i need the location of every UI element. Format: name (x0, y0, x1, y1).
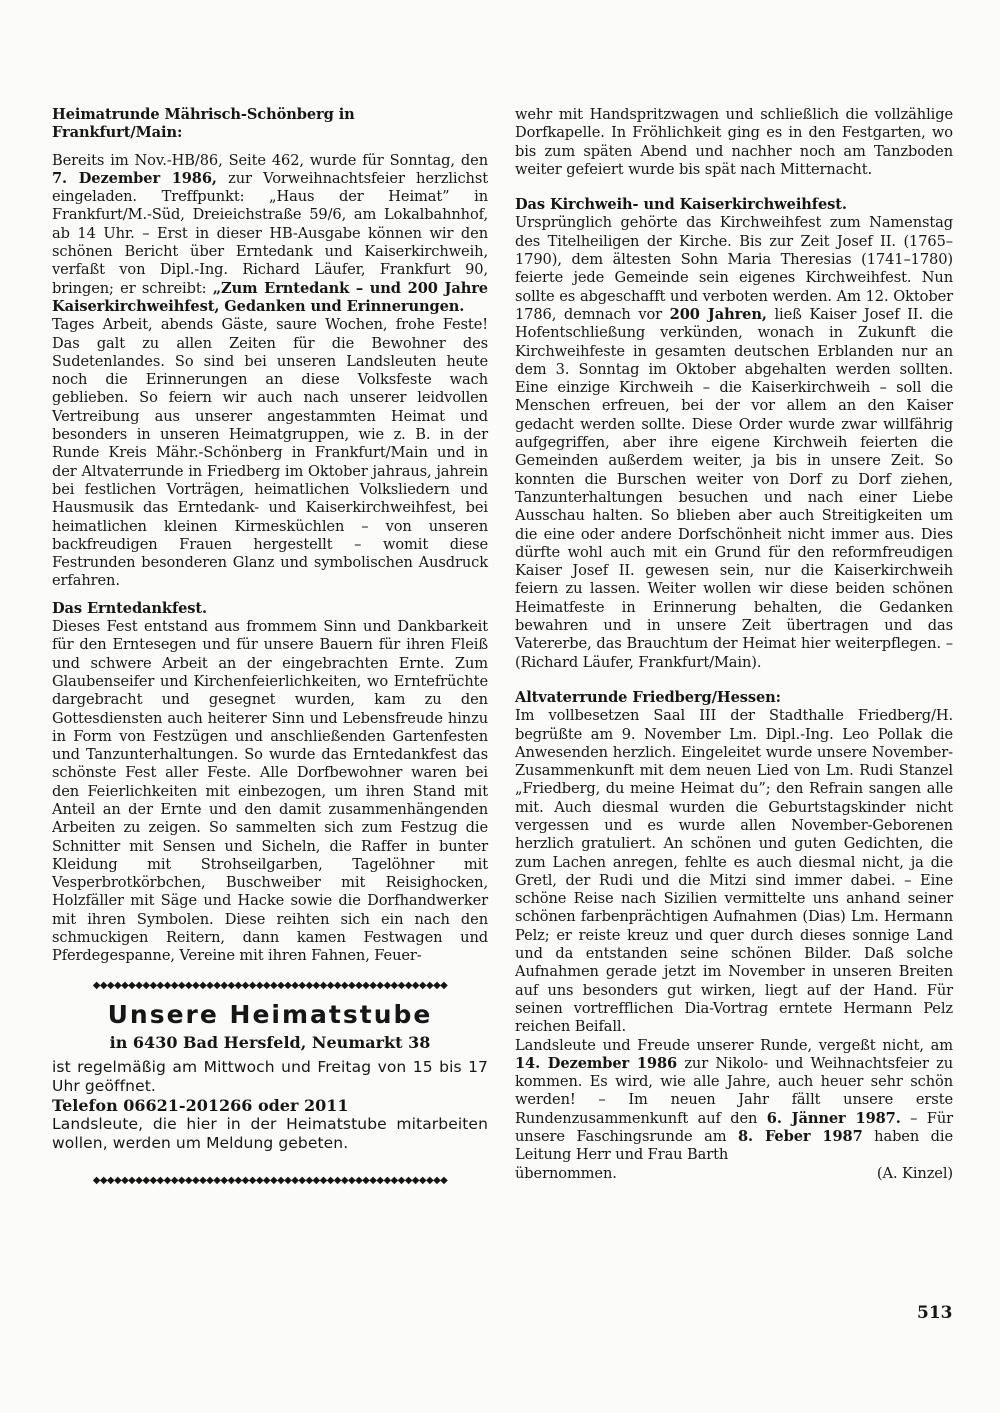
right-column (515, 106, 953, 1183)
text-run: zur Vorweihnachtsfeier herzlichst eingeladen. Treffpunkt: „Haus der Heimat” in Frankfurt/M.-Süd, Dreieichstraße 59/6, am Lokalbahnhof, ab 14 Uhr. – Erst in dieser HB-Ausgabe können wir den schönen Bericht über Erntedank und Kaiserkirchweih, verfaßt von Dipl.-Ing. Richard Läufer, Frankfurt 90, bringen; er schreibt: (52, 169, 489, 297)
heimatstube-address: in 6430 Bad Hersfeld, Neumarkt 38 (109, 1032, 431, 1052)
text-run: übernommen. (515, 1164, 617, 1182)
heimatstube-hours: ist regelmäßig am Mittwoch und Freitag von 15 bis 17 Uhr geöffnet. (52, 1057, 488, 1095)
paragraph-altvaterrunde: Im vollbesetzen Saal III der Stadthalle Friedberg/H. begrüßte am 9. November Lm. Dipl.-Ing. Leo Pollak die Anwesenden herzlich. Eingeleitet wurde unsere November-Zusammenkunft mit dem neuen Lied von Lm. Rudi Stanzel „Friedberg, du meine Heimat du”; den Refrain sangen alle mit. Auch diesmal wurden die Geburtstagskinder nicht vergessen und es wurde allen November-Geborenen herzlich gratuliert. An schönen und guten Gedichten, die zum Lachen anregen, fehlte es auch diesmal nicht, ja die Gretl, der Rudi und die Mitzi sind immer dabei. – Eine schöne Reise nach Sizilien vermittelte uns anhand seiner schönen farbenprächtigen Aufnahmen (Dias) Lm. Hermann Pelz; er reiste kreuz und quer durch dieses sonnige Land und da entstanden seine schönen Bilder. Daß solche Aufnahmen gerade jetzt im November in unseren Breiten auf uns besonders gut wirken, liegt auf der Hand. Für seinen vortrefflichen Dia-Vortrag erntete Hermann Pelz reichen Beifall. (515, 707, 953, 1036)
heading-kirchweih: Das Kirchweih- und Kaiserkirchweihfest. (515, 196, 847, 214)
bold-date: 6. Jänner 1987. (766, 1109, 901, 1127)
heading-heimatrunde: Heimatrunde Mährisch-Schönberg in Frankfurt/Main: (52, 106, 355, 142)
paragraph-festzug-end: wehr mit Handspritzwagen und schließlich die vollzählige Dorfkapelle. In Fröhlichkeit ging es in den Festgarten, wo bis zum späten Abend und nachher noch am Tanzboden weiter gefeiert wurde bis spät nach Mitternacht. (515, 106, 953, 178)
diamond-rule-bottom: ◆◆◆◆◆◆◆◆◆◆◆◆◆◆◆◆◆◆◆◆◆◆◆◆◆◆◆◆◆◆◆◆◆◆◆◆◆◆◆◆◆◆◆◆◆◆◆◆◆◆ (92, 1174, 448, 1186)
text-run: zur Nikolo- und Weihnachtsfeier zu kommen. Es wird, wie alle Jahre, auch heuer sehr schön werden! – Im neuen Jahr fällt unsere erste Rundenzusammenkunft auf den (515, 1054, 953, 1127)
heimatstube-phone: Telefon 06621-201266 oder 2011 (52, 1095, 349, 1115)
diamond-rule-top: ◆◆◆◆◆◆◆◆◆◆◆◆◆◆◆◆◆◆◆◆◆◆◆◆◆◆◆◆◆◆◆◆◆◆◆◆◆◆◆◆◆◆◆◆◆◆◆◆◆◆ (92, 979, 448, 991)
text-run: – Für unsere Faschingsrunde am (515, 1109, 953, 1146)
signature: (A. Kinzel) (876, 1164, 953, 1182)
bold-date: 8. Feber 1987 (737, 1128, 863, 1146)
bold-date: 7. Dezember 1986, (52, 169, 217, 187)
heading-erntedankfest: Das Erntedankfest. (52, 599, 208, 617)
left-column (52, 106, 488, 1195)
text-run: Ursprünglich gehörte das Kirchweihfest zum Namenstag des Titelheiligen der Kirche. Bis zur Zeit Josef II. (1765–1790), dem ältesten Sohn Maria Theresias (1741–1780) feierte jede Gemeinde sein eigenes Kirchweihfest. Nun sollte es abgeschafft und verboten werden. Am 12. Oktober 1786, demnach vor (515, 214, 953, 323)
bold-years: 200 Jahren, (669, 305, 767, 323)
text-run: haben die Leitung Herr und Frau Barth (515, 1128, 953, 1164)
paragraph-einladung (515, 1037, 953, 1165)
paragraph-erntedank: Dieses Fest entstand aus frommem Sinn und Dankbarkeit für den Erntesegen und für unsere Bauern für ihren Fleiß und schwere Arbeit an der eingebrachten Ernte. Zum Glaubenseifer und Kirchenfeierlichkeiten, wo Erntefrüchte dargebracht und gesegnet wurden, kam zu den Gottesdiensten auch heiterer Sinn und Lebensfreude hinzu in Form von Festzügen und anschließenden Gartenfesten und Tanzunterhaltungen. So wurde das Erntedankfest das schönste Fest aller Feste. Alle Dorfbewohner waren bei den Feierlichkeiten mit einbezogen, um ihren Stand mit Anteil an der Ernte und den damit zusammenhängenden Arbeiten zu zeigen. So sammelten sich zum Festzug die Schnitter mit Sensen und Sicheln, die Raffer in bunter Kleidung mit Strohseilgarben, Tagelöhner mit Vesperbrotkörbchen, Buschweiber mit Reisighocken, Holzfäller mit Säge und Hacke sowie die Dorfhandwerker mit ihren Symbolen. Diese reihten sich ein nach den schmuckigen Reitern, dann kamen Festwagen und Pferdegespanne, Vereine mit ihren Fahnen, Feuer- (52, 618, 488, 965)
paragraph-intro (52, 152, 488, 317)
text-run: Landsleute und Freude unserer Runde, vergeßt nicht, am (515, 1036, 953, 1054)
text-run: ließ Kaiser Josef II. die Hofentschließung verkünden, wonach in Zukunft die Kirchweihfeste in gesamten deutschen Erblanden nur an dem 3. Sonntag im Oktober abgehalten werden sollten. Eine einzige Kirchweih – die Kaiserkirchweih – soll die Menschen erfreuen, bei der vor allem an den Kaiser gedacht werden sollte. Diese Order wurde zwar willfährig aufgegriffen, aber ihre eigene Kirchweih feierten die Gemeinden außerdem weiter, ja bis in unsere Zeit. So konnten die Burschen weiter von Dorf zu Dorf ziehen, Tanzunterhaltungen besuchen und nach einer Liebe Ausschau halten. So blieben aber auch Streitigkeiten um die eine oder andere Dorfschönheit nicht immer aus. Dies dürfte wohl auch mit ein Grund für den reformfreudigen Kaiser Josef II. gewesen sein, nur die Kaiserkirchweih feiern zu lassen. Weiter wollen wir diese beiden schönen Heimatfeste in Erinnerung behalten, die Gedanken bewahren und in unsere Zeit übertragen und das Vatererbe, das Brauchtum der Heimat hier weiterpflegen. – (Richard Läufer, Frankfurt/Main). (515, 305, 953, 671)
page-number: 513 (917, 1303, 953, 1323)
text-run: Bereits im Nov.-HB/86, Seite 462, wurde für Sonntag, den (52, 151, 488, 169)
paragraph-kirchweih (515, 214, 953, 671)
heading-altvaterrunde: Altvaterrunde Friedberg/Hessen: (515, 688, 781, 706)
bold-title: „Zum Erntedank – und 200 Jahre Kaiserkirchweihfest, Gedanken und Erinnerungen. (52, 279, 488, 315)
heimatstube-title: Unsere Heimatstube (107, 999, 433, 1029)
heimatstube-call: Landsleute, die hier in der Heimatstube mitarbeiten wollen, werden um Meldung gebeten. (52, 1114, 488, 1152)
paragraph-feste: Tages Arbeit, abends Gäste, saure Wochen, frohe Feste! Das galt zu allen Zeiten für die Bewohner des Sudetenlandes. So sind bei unseren Landsleuten heute noch die Erinnerungen an diese Volksfeste wach geblieben. So feiern wir auch nach unserer leidvollen Vertreibung aus unserer angestammten Heimat und besonders in unseren Heimatgruppen, wie z. B. in der Runde Kreis Mähr.-Schönberg in Frankfurt/Main und in der Altvaterrunde in Friedberg im Oktober jahraus, jahrein bei festlichen Vorträgen, heimatlichen Volksliedern und Hausmusik das Erntedank- und Kaiserkirchweihfest, bei heimatlichen kleinen Kirmesküchlen – von unseren backfreudigen Frauen hergestellt – womit diese Festrunden besonderen Glanz und symbolischen Ausdruck erfahren. (52, 316, 488, 590)
bold-date: 14. Dezember 1986 (515, 1054, 678, 1072)
signoff-line (515, 1165, 953, 1183)
